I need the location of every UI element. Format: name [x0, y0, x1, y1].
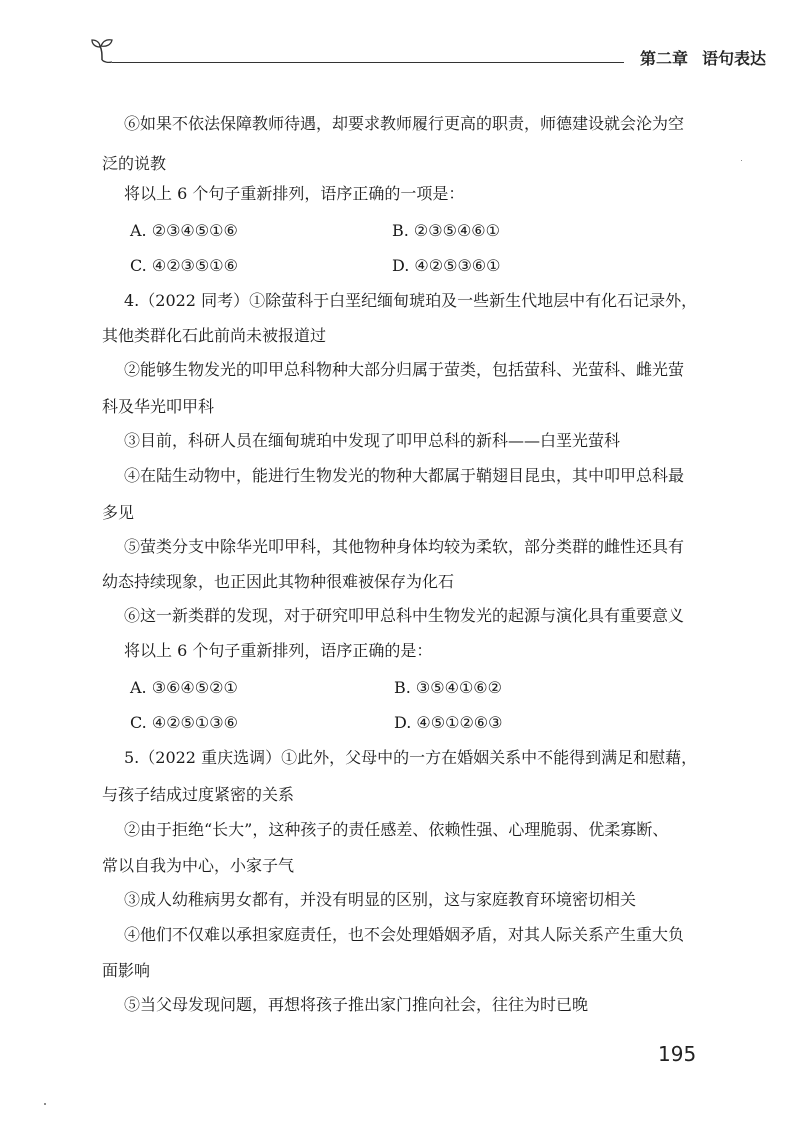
question-stem: 5.（2022 重庆选调）①此外，父母中的一方在婚姻关系中不能得到满足和慰藉， — [124, 748, 698, 767]
option-b: B. ②③⑤④⑥① — [392, 221, 500, 240]
sentence-continued: 其他类群化石此前尚未被报道过 — [102, 326, 327, 345]
chapter-number: 第二章 — [640, 49, 689, 68]
sentence-continued: 幼态持续现象，也正因此其物种很难被保存为化石 — [102, 572, 455, 591]
question-prompt: 将以上 6 个句子重新排列，语序正确的一项是： — [124, 184, 465, 203]
sentence-continued: 多见 — [102, 503, 135, 522]
option-d: D. ④⑤①②⑥③ — [394, 713, 503, 732]
scan-speck — [44, 1103, 46, 1105]
option-a: A. ③⑥④⑤②① — [130, 678, 238, 697]
option-b: B. ③⑤④①⑥② — [394, 678, 502, 697]
sentence: ④他们不仅难以承担家庭责任，也不会处理婚姻矛盾，对其人际关系产生重大负 — [124, 925, 685, 944]
chapter-name: 语句表达 — [702, 49, 767, 68]
sentence: ⑤萤类分支中除华光叩甲科，其他物种身体均较为柔软，部分类群的雌性还具有 — [124, 537, 685, 556]
sentence: ②能够生物发光的叩甲总科物种大部分归属于萤类，包括萤科、光萤科、雌光萤 — [124, 360, 685, 379]
sentence-continued: 泛的说教 — [102, 154, 167, 173]
sentence: ③目前，科研人员在缅甸琥珀中发现了叩甲总科的新科——白垩光萤科 — [124, 431, 621, 450]
option-c: C. ④②⑤①③⑥ — [130, 713, 238, 732]
sentence-continued: 科及华光叩甲科 — [102, 397, 215, 416]
sentence: ⑤当父母发现问题，再想将孩子推出家门推向社会，往往为时已晚 — [124, 995, 589, 1014]
question-stem: 4.（2022 同考）①除萤科于白垩纪缅甸琥珀及一些新生代地层中有化石记录外， — [124, 291, 698, 310]
page-number: 195 — [658, 1042, 697, 1066]
sentence: ⑥如果不依法保障教师待遇，却要求教师履行更高的职责，师德建设就会沦为空 — [124, 114, 685, 133]
sentence: ③成人幼稚病男女都有，并没有明显的区别，这与家庭教育环境密切相关 — [124, 890, 637, 909]
sentence-continued: 面影响 — [102, 961, 151, 980]
sentence-continued: 常以自我为中心，小家子气 — [102, 856, 295, 875]
sentence-continued: 与孩子结成过度紧密的关系 — [102, 785, 295, 804]
sprout-icon — [90, 36, 118, 64]
option-c: C. ④②③⑤①⑥ — [130, 256, 238, 275]
running-header — [90, 36, 767, 76]
sentence: ④在陆生动物中，能进行生物发光的物种大都属于鞘翅目昆虫，其中叩甲总科最 — [124, 466, 685, 485]
sentence: ⑥这一新类群的发现，对于研究叩甲总科中生物发光的起源与演化具有重要意义 — [124, 606, 685, 625]
question-prompt: 将以上 6 个句子重新排列，语序正确的是： — [124, 641, 433, 660]
option-a: A. ②③④⑤①⑥ — [130, 221, 238, 240]
sentence: ②由于拒绝“长大”，这种孩子的责任感差、依赖性强、心理脆弱、优柔寡断、 — [124, 820, 669, 839]
header-rule — [112, 62, 624, 63]
option-d: D. ④②⑤③⑥① — [392, 256, 501, 275]
scan-speck — [741, 160, 742, 161]
chapter-title — [640, 46, 766, 69]
